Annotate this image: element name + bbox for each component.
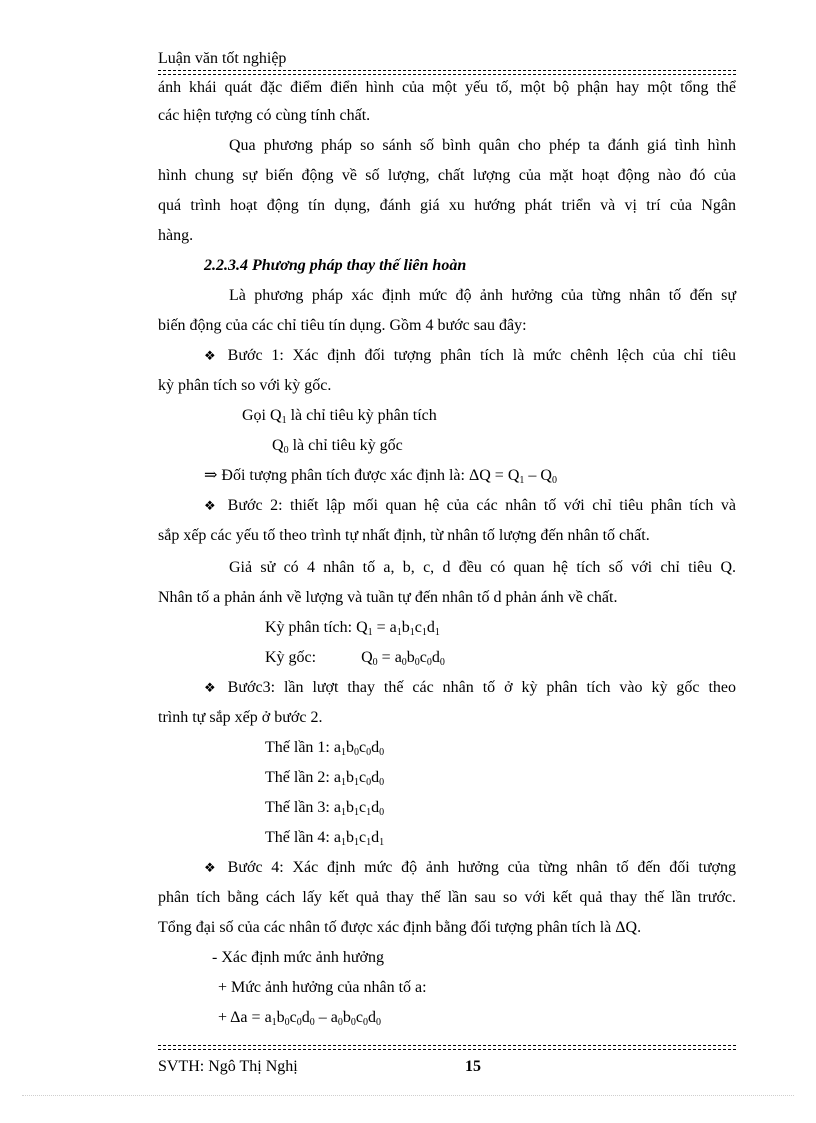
paragraph-line: sắp xếp các yếu tố theo trình tự nhất định, từ nhân tố lượng đến nhân tố chất. [158,527,650,544]
q1-definition: Gọi $Q_1$ là chỉ tiêu kỳ phân tích [242,407,437,426]
paragraph-line: Giả sử có 4 nhân tố a, b, c, d đều có quan hệ tích số với chỉ tiêu Q. [229,559,736,576]
page-number: 15 [465,1058,481,1075]
paragraph-line: Nhân tố a phản ánh về lượng và tuần tự đến nhân tố d phản ánh về chất. [158,589,618,606]
header-title: Luận văn tốt nghiệp [158,50,287,67]
header-divider [158,70,736,71]
bullet-diamond-icon: ❖ [204,498,216,513]
step-2 [204,496,736,516]
substitution-4: Thế lần 4: $a_1b_1c_1d_1$ [265,829,385,848]
paragraph-line: hàng. [158,227,194,244]
footer-divider [158,1045,736,1046]
step-3 [204,678,736,698]
page-edge-dotted-line [22,1095,794,1096]
paragraph-line: phân tích bằng cách lấy kết quả thay thế lần sau so với kết quả thay thế lần trước. [158,889,736,906]
paragraph-line: kỳ phân tích so với kỳ gốc. [158,377,332,394]
bullet-diamond-icon: ❖ [204,680,216,695]
paragraph-line: trình tự sắp xếp ở bước 2. [158,709,323,726]
section-heading: 2.2.3.4 Phương pháp thay thế liên hoàn [204,257,467,274]
paragraph-line: Bước 2: thiết lập mối quan hệ của các nhân tố với chỉ tiêu phân tích và [227,497,736,514]
substitution-1: Thế lần 1: $a_1b_0c_0d_0$ [265,739,385,758]
paragraph-line: Là phương pháp xác định mức độ ảnh hưởng của từng nhân tố đến sự [229,287,736,304]
formula-ky-phan-tich: Kỳ phân tích: $Q_1 = a_1b_1c_1d_1$ [265,619,440,638]
paragraph-line: Bước3: lần lượt thay thế các nhân tố ở kỳ phân tích vào kỳ gốc theo [227,679,736,696]
plus-list-item-formula: + $\Delta a = a_1b_0c_0d_0 - a_0b_0c_0d_0$ [218,1009,381,1028]
substitution-3: Thế lần 3: $a_1b_1c_1d_0$ [265,799,385,818]
paragraph-line: Bước 4: Xác định mức độ ảnh hưởng của từng nhân tố đến đối tượng [227,859,736,876]
paragraph-line: hình chung sự biến động về số lượng, chất lượng của mặt hoạt động nào đó của [158,167,736,184]
step-1 [204,346,736,366]
paragraph-line: Qua phương pháp so sánh số bình quân cho phép ta đánh giá tình hình [229,137,736,154]
formula-ky-goc: Kỳ gốc: $Q_0 = a_0b_0c_0d_0$ [265,649,445,668]
header-divider-2 [158,74,736,75]
q0-definition: $Q_0$ là chỉ tiêu kỳ gốc [272,437,403,456]
substitution-2: Thế lần 2: $a_1b_1c_0d_0$ [265,769,385,788]
implies-line: ⇒ Đối tượng phân tích được xác định là: $\Delta Q = Q_1 - Q_0$ [204,467,557,486]
paragraph-line: Bước 1: Xác định đối tượng phân tích là mức chênh lệch của chỉ tiêu [227,347,736,364]
footer-author: SVTH: Ngô Thị Nghị [158,1058,298,1075]
paragraph-line: ánh khái quát đặc điểm điển hình của một yếu tố, một bộ phận hay một tổng thể [158,79,736,96]
paragraph-line: Tổng đại số của các nhân tố được xác định bằng đối tượng phân tích là ΔQ. [158,919,642,936]
paragraph-line: biến động của các chỉ tiêu tín dụng. Gồm 4 bước sau đây: [158,317,527,334]
plus-list-item: + Mức ảnh hưởng của nhân tố a: [218,979,427,996]
footer-divider-2 [158,1049,736,1050]
dash-list-item: - Xác định mức ảnh hưởng [212,949,384,966]
paragraph-line: các hiện tượng có cùng tính chất. [158,107,371,124]
paragraph-line: quá trình hoạt động tín dụng, đánh giá xu hướng phát triển và vị trí của Ngân [158,197,736,214]
step-4 [204,858,736,878]
bullet-diamond-icon: ❖ [204,860,216,875]
bullet-diamond-icon: ❖ [204,348,216,363]
